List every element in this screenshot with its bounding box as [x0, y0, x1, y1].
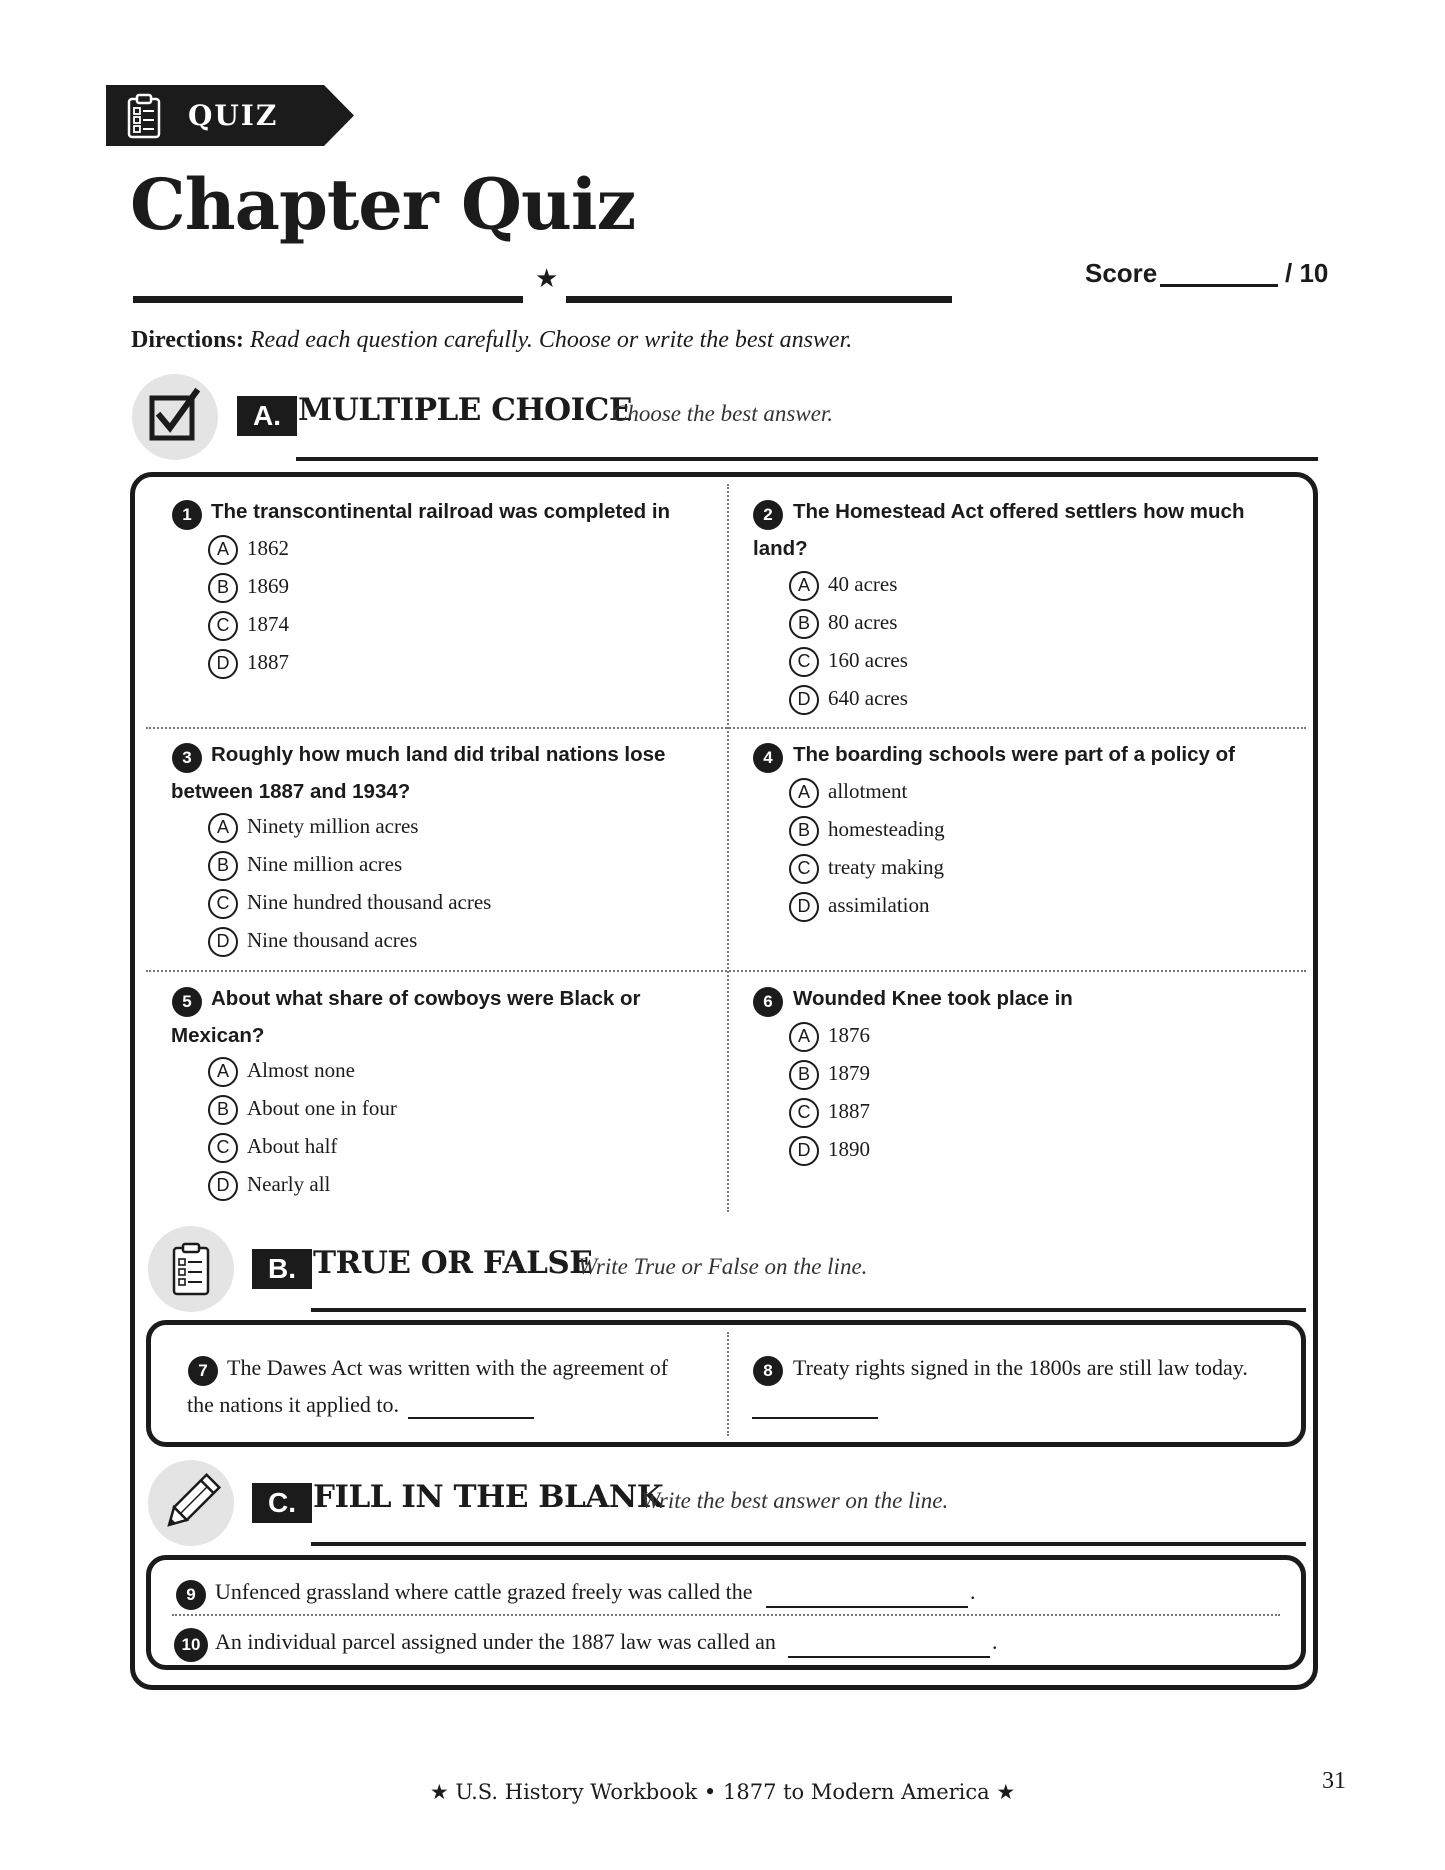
option-d-text: Nearly all [247, 1172, 331, 1196]
option-c-text: 1874 [247, 612, 289, 636]
section-b-title: TRUE OR FALSE [313, 1245, 593, 1281]
directions [131, 327, 852, 354]
option-b-bubble[interactable]: B [208, 851, 238, 881]
option-b-bubble[interactable]: B [789, 609, 819, 639]
question-number: 6 [753, 987, 783, 1017]
option-d-bubble[interactable]: D [208, 649, 238, 679]
option-d-bubble[interactable]: D [208, 927, 238, 957]
answer-blank-7[interactable] [408, 1417, 534, 1419]
true-false-section-icon-bg [148, 1226, 234, 1312]
section-c-rule [311, 1542, 1306, 1546]
question-number: 9 [176, 1580, 206, 1610]
option-c-text: About half [247, 1134, 338, 1158]
question-number: 2 [753, 500, 783, 530]
checkbox-check-icon [132, 374, 218, 460]
score-input-line[interactable] [1160, 284, 1278, 287]
question-text-cont: between 1887 and 1934? [171, 780, 411, 803]
option-b-text: homesteading [828, 817, 945, 841]
quiz-tag-label: QUIZ [188, 99, 279, 132]
option-d-text: 1890 [828, 1137, 870, 1161]
option-c-bubble[interactable]: C [208, 889, 238, 919]
option-d-text: 640 acres [828, 686, 908, 710]
question-number: 5 [172, 987, 202, 1017]
question-text: The Homestead Act offered settlers how much [793, 500, 1245, 523]
question-text: The Dawes Act was written with the agreement of [227, 1355, 669, 1380]
question-text-cont: the nations it applied to. [187, 1392, 400, 1417]
option-a-bubble[interactable]: A [208, 1057, 238, 1087]
option-c-text: 160 acres [828, 648, 908, 672]
section-c-letter: C. [252, 1483, 312, 1523]
multiple-choice-section-icon-bg [132, 374, 218, 460]
option-b-text: 1879 [828, 1061, 870, 1085]
option-c-bubble[interactable]: C [789, 854, 819, 884]
question-number: 4 [753, 743, 783, 773]
option-a-text: Almost none [247, 1058, 355, 1082]
fill-blank-section-icon-bg [148, 1460, 234, 1546]
option-c-bubble[interactable]: C [208, 611, 238, 641]
mc-column-divider [727, 484, 729, 1212]
option-c-text: 1887 [828, 1099, 870, 1123]
question-number: 10 [174, 1628, 208, 1662]
option-d-text: assimilation [828, 893, 930, 917]
option-d-bubble[interactable]: D [208, 1171, 238, 1201]
option-d-bubble[interactable]: D [789, 1136, 819, 1166]
option-c-text: Nine hundred thousand acres [247, 890, 492, 914]
question-number: 1 [172, 500, 202, 530]
option-b-text: About one in four [247, 1096, 397, 1120]
question-end: . [970, 1579, 976, 1604]
question-number: 8 [753, 1356, 783, 1386]
section-b-rule [311, 1308, 1306, 1312]
option-a-text: 40 acres [828, 572, 898, 596]
option-c-bubble[interactable]: C [208, 1133, 238, 1163]
mc-row-divider-2 [146, 970, 1306, 972]
answer-blank-9[interactable] [766, 1606, 968, 1608]
section-a-title: MULTIPLE CHOICE [298, 392, 632, 428]
option-a-text: 1876 [828, 1023, 870, 1047]
question-number: 3 [172, 743, 202, 773]
section-c-subtitle: Write the best answer on the line. [641, 1488, 949, 1513]
option-b-bubble[interactable]: B [208, 1095, 238, 1125]
directions-label: Directions: [131, 327, 244, 353]
option-a-bubble[interactable]: A [208, 813, 238, 843]
clipboard-checklist-icon [148, 1226, 234, 1312]
option-a-text: Ninety million acres [247, 814, 419, 838]
option-b-text: 1869 [247, 574, 289, 598]
option-a-text: allotment [828, 779, 908, 803]
fb-row-divider [172, 1614, 1280, 1616]
title-star-icon: ★ [535, 263, 559, 293]
tf-column-divider [727, 1332, 729, 1436]
option-d-text: Nine thousand acres [247, 928, 418, 952]
option-b-text: 80 acres [828, 610, 898, 634]
question-text: Unfenced grassland where cattle grazed freely was called the [215, 1579, 753, 1604]
option-a-bubble[interactable]: A [789, 1022, 819, 1052]
score-label: Score [1085, 258, 1158, 288]
question-text: The boarding schools were part of a policy of [793, 743, 1235, 766]
question-text: An individual parcel assigned under the 1887 law was called an [215, 1629, 776, 1654]
footer-text: ★ U.S. History Workbook • 1877 to Modern America ★ [429, 1780, 1016, 1804]
title-rule-right [566, 296, 952, 303]
option-b-bubble[interactable]: B [789, 1060, 819, 1090]
answer-blank-8[interactable] [752, 1417, 878, 1419]
section-b-letter: B. [252, 1249, 312, 1289]
option-b-text: Nine million acres [247, 852, 403, 876]
mc-row-divider-1 [146, 727, 1306, 729]
title-rule-left [133, 296, 523, 303]
option-c-bubble[interactable]: C [789, 1098, 819, 1128]
option-d-bubble[interactable]: D [789, 685, 819, 715]
question-text: The transcontinental railroad was completed in [211, 500, 671, 523]
section-a-subtitle: Choose the best answer. [612, 401, 834, 426]
question-text: Wounded Knee took place in [793, 987, 1073, 1010]
question-text-cont: Mexican? [171, 1024, 265, 1047]
section-a-rule [296, 457, 1318, 461]
question-number: 7 [188, 1356, 218, 1386]
section-c-title: FILL IN THE BLANK [313, 1479, 664, 1515]
option-a-bubble[interactable]: A [789, 778, 819, 808]
option-d-text: 1887 [247, 650, 289, 674]
option-c-bubble[interactable]: C [789, 647, 819, 677]
option-c-text: treaty making [828, 855, 945, 879]
option-b-bubble[interactable]: B [789, 816, 819, 846]
page-number: 31 [1322, 1768, 1346, 1794]
pencil-icon [148, 1460, 234, 1546]
question-text-cont: land? [753, 537, 808, 560]
page-title: Chapter Quiz [130, 163, 636, 246]
option-a-bubble[interactable]: A [789, 571, 819, 601]
section-b-subtitle: Write True or False on the line. [578, 1254, 868, 1279]
question-text: Treaty rights signed in the 1800s are still law today. [793, 1355, 1248, 1380]
option-b-bubble[interactable]: B [208, 573, 238, 603]
section-a-letter: A. [237, 396, 297, 436]
question-end: . [992, 1629, 998, 1654]
directions-text: Read each question carefully. Choose or write the best answer. [249, 327, 853, 353]
answer-blank-10[interactable] [788, 1656, 990, 1658]
question-text: About what share of cowboys were Black or [211, 987, 641, 1010]
option-a-bubble[interactable]: A [208, 535, 238, 565]
option-a-text: 1862 [247, 536, 289, 560]
question-text: Roughly how much land did tribal nations lose [211, 743, 666, 766]
score-total: / 10 [1285, 258, 1329, 288]
option-d-bubble[interactable]: D [789, 892, 819, 922]
quiz-tag [106, 85, 354, 146]
